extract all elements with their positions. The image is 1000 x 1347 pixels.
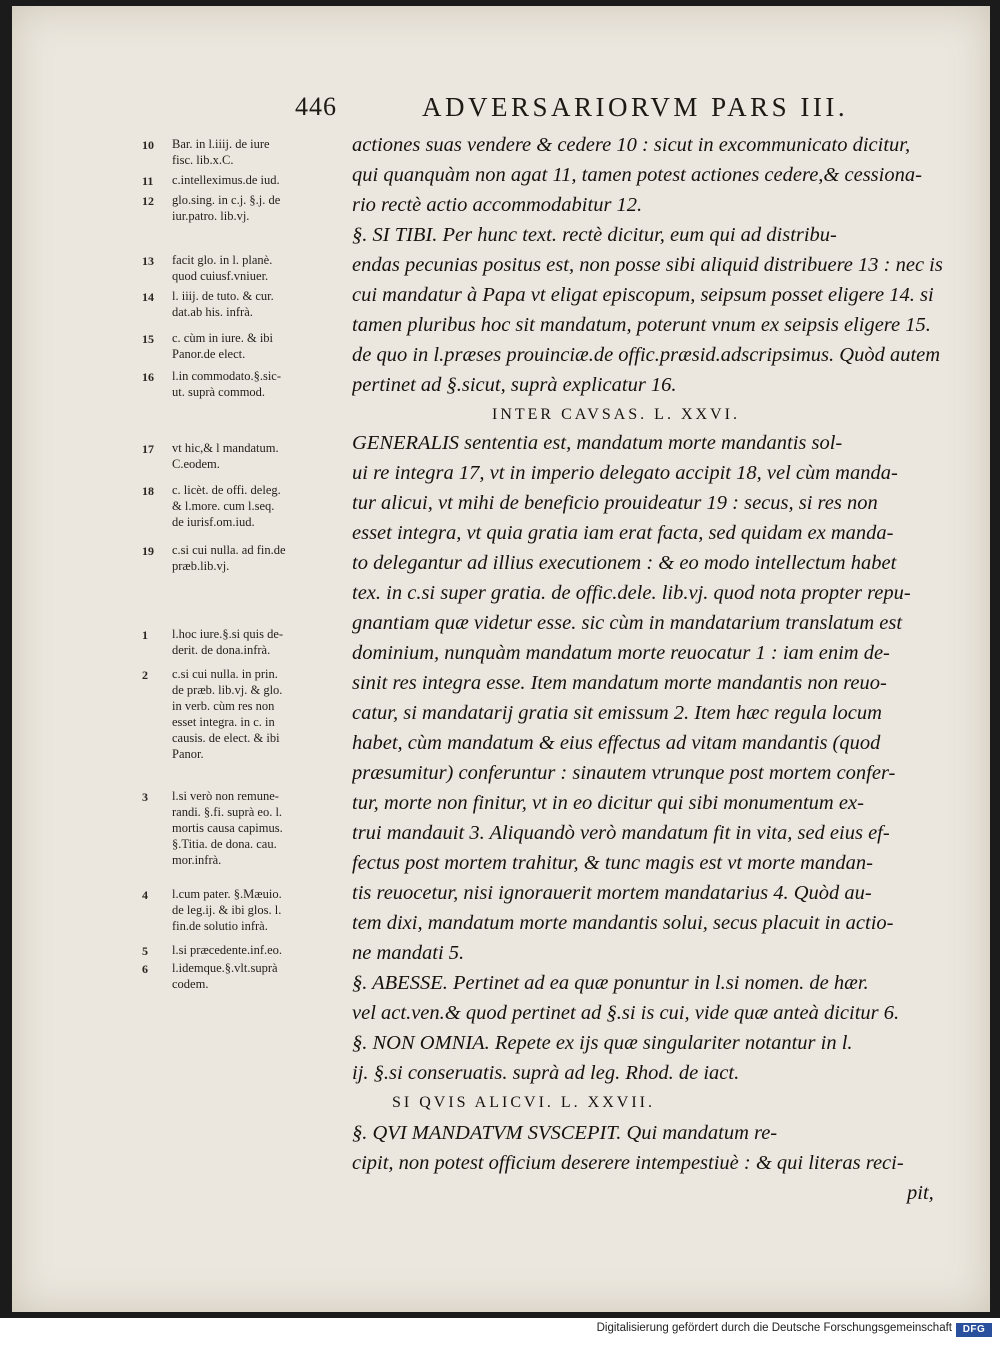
text-line: tis reuocetur, nisi ignorauerit mortem mandatarius 4. Quòd au-: [352, 882, 872, 904]
text-line: ij. §.si conseruatis. suprà ad leg. Rhod. de iact.: [352, 1062, 740, 1084]
text-line: esset integra, vt quia gratia iam erat facta, sed quidam ex manda-: [352, 522, 894, 544]
note-number: 18: [142, 484, 154, 498]
note-text: l.si præcedente.inf.eo.: [172, 943, 283, 957]
text-line: tamen pluribus hoc sit mandatum, poterunt vnum ex seipsis eligere 15.: [352, 314, 931, 336]
note-text: Bar. in l.iiij. de iure fisc. lib.x.C.: [172, 137, 270, 167]
note-number: 10: [142, 138, 154, 152]
note-number: 12: [142, 194, 154, 208]
note-text: c.si cui nulla. ad fin.de præb.lib.vj.: [172, 543, 286, 573]
text-line: cipit, non potest officium deserere intempestiuè : & qui literas reci-: [352, 1152, 904, 1174]
text-line: gnantiam quæ videtur esse. sic cùm in mandatarium translatum est: [352, 612, 903, 634]
note-text: l.idemque.§.vlt.suprà codem.: [172, 961, 278, 991]
note-number: 1: [142, 628, 148, 642]
text-line: ne mandati 5.: [352, 942, 465, 964]
dfg-logo: DFG: [956, 1323, 992, 1337]
text-line: sinit res integra esse. Item mandatum morte mandantis non reuo-: [352, 672, 887, 694]
note-text: l.hoc iure.§.si quis de- derit. de dona.infrà.: [172, 627, 284, 657]
text-line: endas pecunias positus est, non posse sibi aliquid distribuere 13 : nec is: [352, 254, 943, 276]
text-line: actiones suas vendere & cedere 10 : sicut in excommunicato dicitur,: [352, 134, 911, 156]
text-line: habet, cùm mandatum & eius effectus ad vitam mandantis (quod: [352, 732, 881, 754]
note-number: 5: [142, 944, 148, 958]
text-line: tur alicui, vt mihi de beneficio prouideatur 19 : secus, si res non: [352, 492, 878, 514]
text-line: to delegantur ad illius executionem : & eo modo intellectum habet: [352, 552, 897, 574]
note-text: c. cùm in iure. & ibi Panor.de elect.: [172, 331, 274, 361]
note-text: l.si verò non remune- randi. §.fi. suprà eo. l. mortis causa capimus. §.Titia. de dona. cau. mor.infrà.: [172, 789, 283, 867]
note-text: l.in commodato.§.sic- ut. suprà commod.: [172, 369, 282, 399]
book-page: [12, 6, 990, 1312]
text-line: tex. in c.si super gratia. de offic.dele. lib.vj. quod nota propter repu-: [352, 582, 911, 604]
text-line: tem dixi, mandatum morte mandantis solui, secus placuit in actio-: [352, 912, 894, 934]
text-line: trui mandauit 3. Aliquandò verò mandatum fit in vita, sed eius ef-: [352, 822, 890, 844]
note-text: l.cum pater. §.Mæuio. de leg.ij. & ibi glos. l. fin.de solutio infrà.: [172, 887, 282, 933]
note-text: c.si cui nulla. in prin. de præb. lib.vj. & glo. in verb. cùm res non esset integra. in c. in causis. de elect. & ibi Panor.: [172, 667, 283, 761]
note-number: 14: [142, 290, 154, 304]
note-number: 11: [142, 174, 154, 188]
section-heading: SI QVIS ALICVI. L. XXVII.: [392, 1094, 655, 1111]
note-number: 16: [142, 370, 154, 384]
note-text: l. iiij. de tuto. & cur. dat.ab his. infrà.: [172, 289, 274, 319]
page-number: 446: [295, 92, 337, 121]
note-number: 6: [142, 962, 148, 976]
text-line: cui mandatur à Papa vt eligat episcopum, seipsum posset eligere 14. si: [352, 284, 934, 306]
text-line: qui quanquàm non agat 11, tamen potest actiones cedere,& cessiona-: [352, 164, 922, 186]
running-title: ADVERSARIORVM PARS III.: [422, 92, 849, 122]
text-line: dominium, nunquàm mandatum morte reuocatur 1 : iam enim de-: [352, 642, 890, 664]
note-number: 3: [142, 790, 148, 804]
text-line: pertinet ad §.sicut, suprà explicatur 16.: [352, 374, 677, 396]
note-text: facit glo. in l. planè. quod cuiusf.vniuer.: [172, 253, 273, 283]
note-number: 17: [142, 442, 154, 456]
note-text: vt hic,& l mandatum. C.eodem.: [172, 441, 279, 471]
text-line: §. NON OMNIA. Repete ex ijs quæ singulariter notantur in l.: [352, 1032, 853, 1054]
note-number: 2: [142, 668, 148, 682]
funding-credit: Digitalisierung gefördert durch die Deutsche Forschungsgemeinschaft: [596, 1322, 952, 1334]
note-number: 15: [142, 332, 154, 346]
text-line: §. ABESSE. Pertinet ad ea quæ ponuntur in l.si nomen. de hær.: [352, 972, 869, 994]
text-line: GENERALIS sententia est, mandatum morte mandantis sol-: [352, 432, 843, 454]
catchword: pit,: [907, 1182, 934, 1204]
note-text: c.intelleximus.de iud.: [172, 173, 280, 187]
text-line: §. QVI MANDATVM SVSCEPIT. Qui mandatum re-: [352, 1122, 778, 1144]
section-heading: INTER CAVSAS. L. XXVI.: [492, 406, 740, 423]
text-line: §. SI TIBI. Per hunc text. rectè dicitur, eum qui ad distribu-: [352, 224, 837, 246]
note-number: 4: [142, 888, 148, 902]
note-number: 13: [142, 254, 154, 268]
text-line: fectus post mortem trahitur, & tunc magis est vt morte mandan-: [352, 852, 874, 874]
digitization-footer: [0, 1322, 1000, 1342]
text-line: vel act.ven.& quod pertinet ad §.si is cui, vide quæ anteà dicitur 6.: [352, 1002, 900, 1024]
text-line: de quo in l.præses prouinciæ.de offic.præsid.adscripsimus. Quòd autem: [352, 344, 941, 366]
text-line: tur, morte non finitur, vt in eo dicitur qui sibi monumentum ex-: [352, 792, 864, 814]
note-text: c. licèt. de offi. deleg. & l.more. cum l.seq. de iurisf.om.iud.: [172, 483, 281, 529]
text-line: ui re integra 17, vt in imperio delegato accipit 18, vel cùm manda-: [352, 462, 898, 484]
text-line: rio rectè actio accommodabitur 12.: [352, 194, 643, 216]
note-number: 19: [142, 544, 154, 558]
text-line: præsumitur) conferuntur : sinautem vtrunque post mortem confer-: [352, 762, 896, 784]
text-line: catur, si mandatarij gratia sit emissum 2. Item hæc regula locum: [352, 702, 882, 724]
note-text: glo.sing. in c.j. §.j. de iur.patro. lib.vj.: [172, 193, 281, 223]
running-head: [12, 84, 990, 124]
